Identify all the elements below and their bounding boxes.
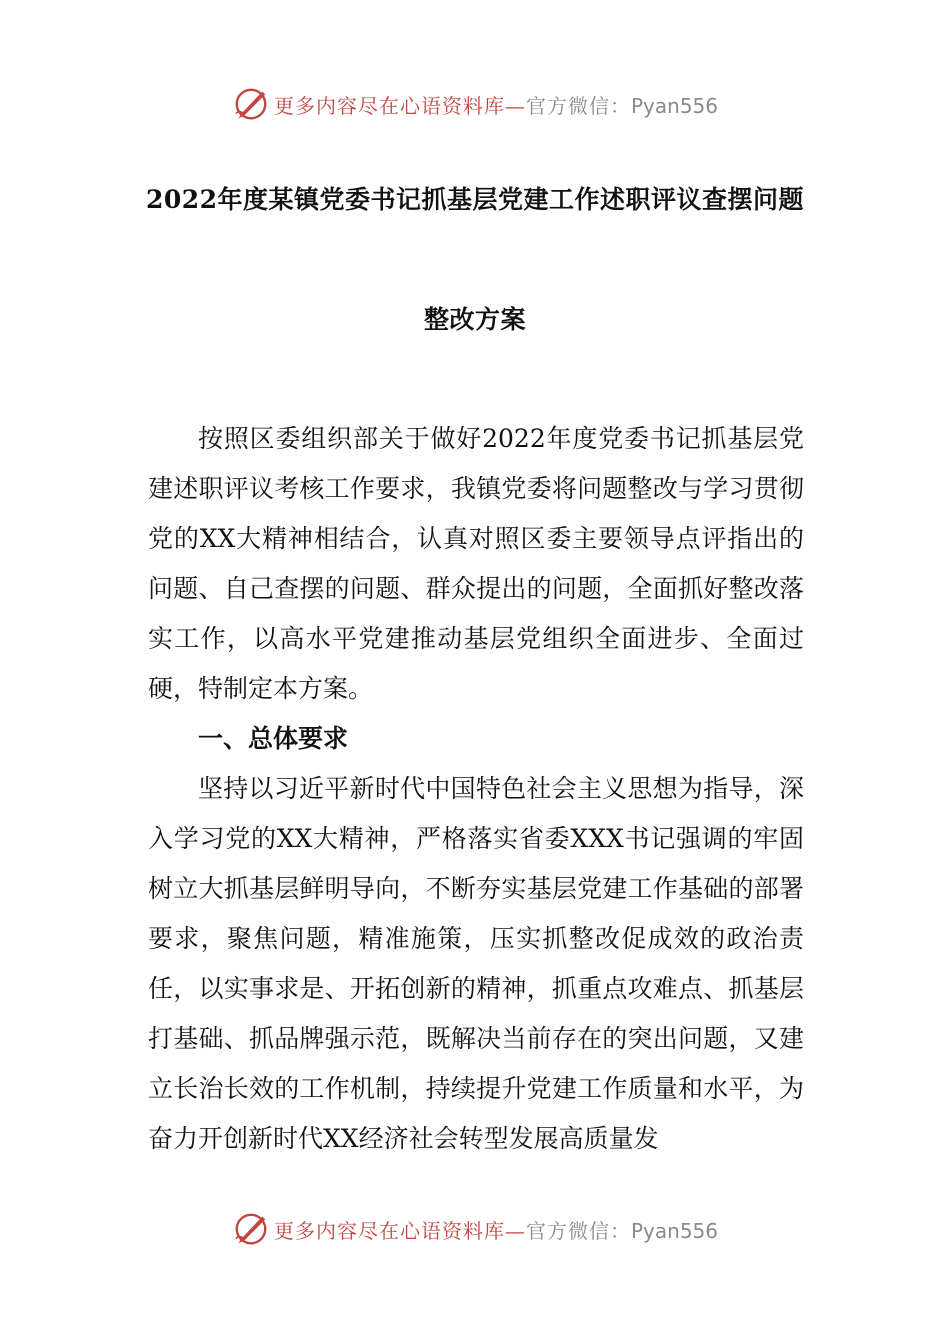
section1-paragraph: 坚持以习近平新时代中国特色社会主义思想为指导，深入学习党的XX大精神，严格落实省委XXX书记强调的牢固树立大抓基层鲜明导向，不断夯实基层党建工作基础的部署要求，聚焦问题，精准施策，压实抓整改促成效的政治责任，以实事求是、开拓创新的精神，抓重点攻难点、抓基层打基础、抓品牌强示范，既解决当前存在的突出问题，又建立长治长效的工作机制，持续提升党建工作质量和水平，为奋力开创新时代XX经济社会转型发展高质量发 bbox=[148, 774, 804, 1153]
document-body bbox=[148, 414, 804, 1164]
watermark-text bbox=[274, 90, 718, 119]
pen-logo-icon bbox=[232, 1210, 270, 1248]
watermark-header bbox=[0, 84, 950, 124]
watermark-main-text: 更多内容尽在心语资料库 bbox=[273, 93, 505, 118]
watermark-official-label: 官方微信： bbox=[525, 1218, 631, 1243]
watermark-official-label: 官方微信： bbox=[525, 93, 631, 118]
document-title-line2: 整改方案 bbox=[423, 305, 526, 334]
watermark-text bbox=[274, 1215, 718, 1244]
watermark-wechat-id: Pyan556 bbox=[630, 1218, 718, 1243]
section1-heading: 一、总体要求 bbox=[198, 724, 349, 753]
watermark-wechat-id: Pyan556 bbox=[630, 93, 718, 118]
watermark-dash: — bbox=[504, 93, 526, 118]
pen-logo-icon bbox=[232, 85, 270, 123]
document-title-line1: 2022年度某镇党委书记抓基层党建工作述职评议查摆问题 bbox=[145, 185, 805, 214]
intro-paragraph: 按照区委组织部关于做好2022年度党委书记抓基层党建述职评议考核工作要求，我镇党委将问题整改与学习贯彻党的XX大精神相结合，认真对照区委主要领导点评指出的问题、自己查摆的问题、群众提出的问题，全面抓好整改落实工作，以高水平党建推动基层党组织全面进步、全面过硬，特制定本方案。 bbox=[148, 424, 804, 703]
watermark-main-text: 更多内容尽在心语资料库 bbox=[273, 1218, 505, 1243]
watermark-footer bbox=[0, 1209, 950, 1249]
watermark-dash: — bbox=[504, 1218, 526, 1243]
